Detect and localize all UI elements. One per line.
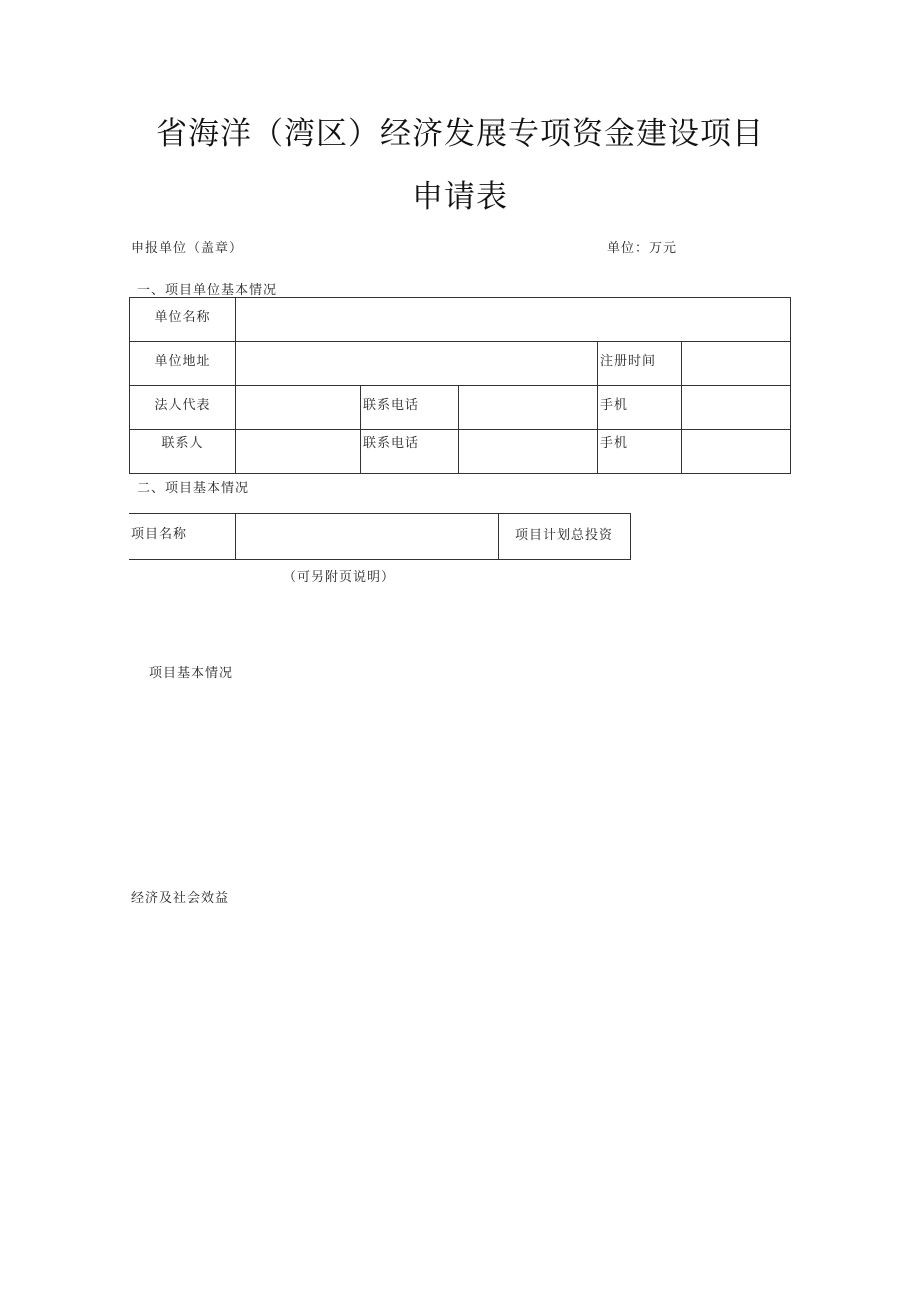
project-name-label-cell <box>129 514 235 560</box>
project-info-table <box>129 513 631 560</box>
project-overview-label: 项目基本情况 <box>149 666 234 681</box>
legal-mobile-label-cell <box>598 386 682 430</box>
project-name-label: 项目名称 <box>131 527 188 542</box>
unit-info-table <box>129 297 791 474</box>
contact-mobile-label-cell <box>598 430 682 474</box>
unit-label: 单位：万元 <box>607 241 678 256</box>
document-title-line2: 申请表 <box>412 179 508 215</box>
legal-mobile-field[interactable] <box>682 386 791 430</box>
legal-phone-field[interactable] <box>459 386 598 430</box>
table-row <box>130 386 791 430</box>
unit-name-label: 单位名称 <box>154 310 211 325</box>
contact-label-cell <box>130 430 236 474</box>
contact-field[interactable] <box>236 430 361 474</box>
contact-phone-label-cell <box>361 430 459 474</box>
unit-name-field[interactable] <box>236 298 791 342</box>
contact-mobile-label: 手机 <box>600 436 629 451</box>
unit-address-field[interactable] <box>236 342 598 386</box>
legal-rep-field[interactable] <box>236 386 361 430</box>
section1-heading: 一、项目单位基本情况 <box>137 283 278 298</box>
register-time-label-cell <box>598 342 682 386</box>
table-row <box>130 430 791 474</box>
section2-heading: 二、项目基本情况 <box>137 481 250 496</box>
unit-name-label-cell <box>130 298 236 342</box>
table-row <box>130 342 791 386</box>
document-title-line1: 省海洋（湾区）经济发展专项资金建设项目 <box>156 116 764 152</box>
legal-rep-label-cell <box>130 386 236 430</box>
table-row <box>130 298 791 342</box>
contact-phone-label: 联系电话 <box>363 436 420 451</box>
unit-address-label: 单位地址 <box>154 354 211 369</box>
contact-label: 联系人 <box>161 436 204 451</box>
unit-address-label-cell <box>130 342 236 386</box>
planned-investment-label: 项目计划总投资 <box>514 528 613 543</box>
register-time-field[interactable] <box>682 342 791 386</box>
legal-mobile-label: 手机 <box>600 398 629 413</box>
planned-investment-label-cell <box>498 514 630 560</box>
contact-phone-field[interactable] <box>459 430 598 474</box>
attachment-note: （可另附页说明） <box>283 570 396 585</box>
legal-phone-label-cell <box>361 386 459 430</box>
legal-phone-label: 联系电话 <box>363 398 420 413</box>
register-time-label: 注册时间 <box>600 354 657 369</box>
contact-mobile-field[interactable] <box>682 430 791 474</box>
applicant-label: 申报单位（盖章） <box>131 241 244 256</box>
legal-rep-label: 法人代表 <box>154 398 211 413</box>
project-name-field[interactable] <box>235 514 498 560</box>
table-row <box>129 514 630 560</box>
benefits-label: 经济及社会效益 <box>131 891 230 906</box>
